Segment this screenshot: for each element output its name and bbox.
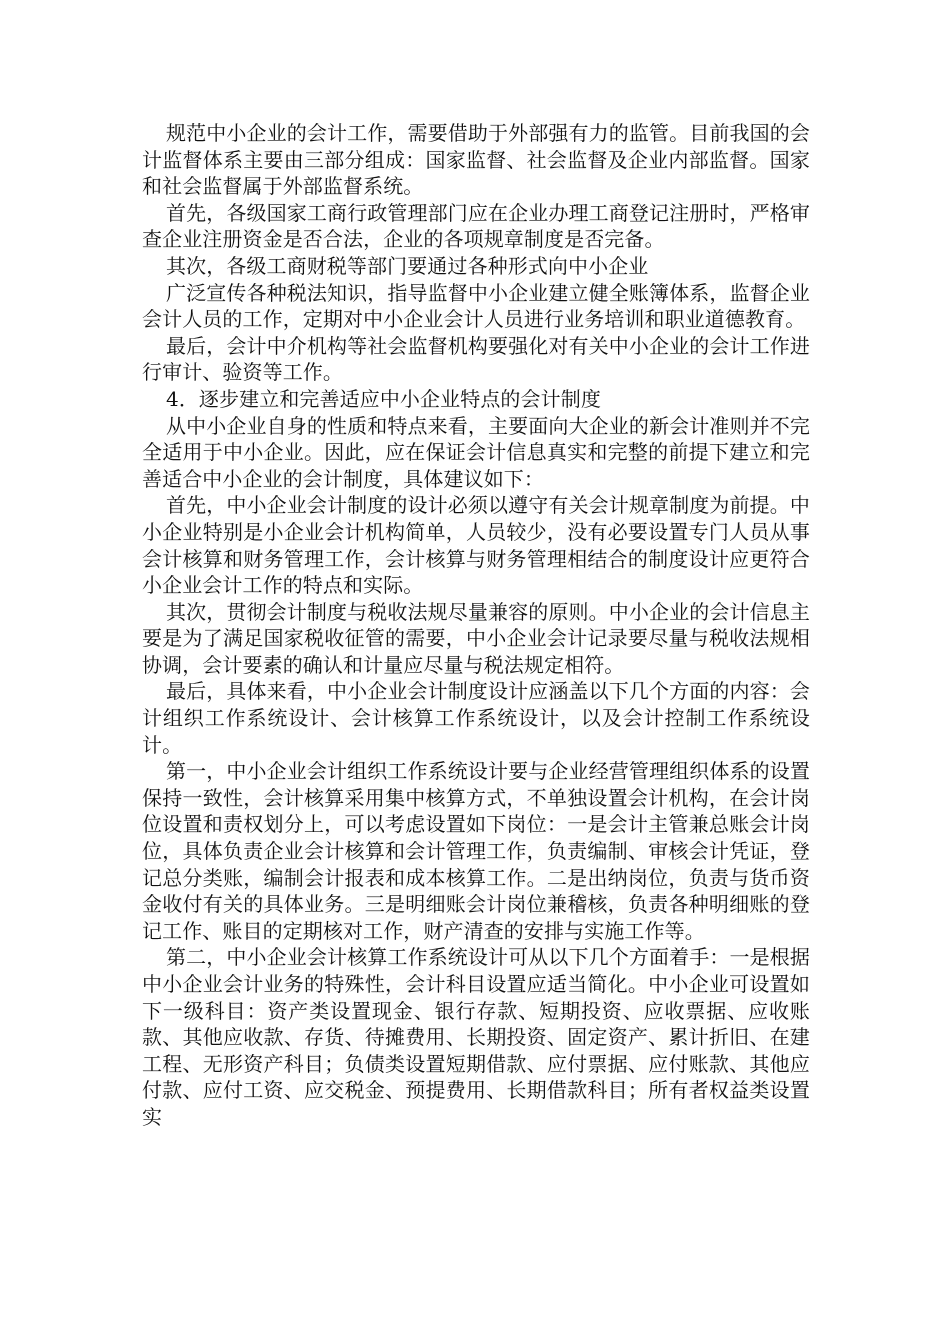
paragraph-5: 最后，会计中介机构等社会监督机构要强化对有关中小企业的会计工作进行审计、验资等工作。 [142, 333, 810, 385]
paragraph-12: 第二，中小企业会计核算工作系统设计可从以下几个方面着手：一是根据中小企业会计业务的特殊性，会计科目设置应适当简化。中小企业可设置如下一级科目：资产类设置现金、银行存款、短期投资、应收票据、应收账款、其他应收款、存货、待摊费用、长期投资、固定资产、累计折旧、在建工程、无形资产科目；负债类设置短期借款、应付票据、应付账款、其他应付款、应付工资、应交税金、预提费用、长期借款科目；所有者权益类设置实 [142, 945, 810, 1129]
paragraph-10: 最后，具体来看，中小企业会计制度设计应涵盖以下几个方面的内容：会计组织工作系统设计、会计核算工作系统设计，以及会计控制工作系统设计。 [142, 679, 810, 757]
paragraph-7: 从中小企业自身的性质和特点来看，主要面向大企业的新会计准则并不完全适用于中小企业。因此，应在保证会计信息真实和完整的前提下建立和完善适合中小企业的会计制度，具体建议如下： [142, 413, 810, 491]
section-heading-4: 4．逐步建立和完善适应中小企业特点的会计制度 [166, 386, 601, 411]
document-body [142, 120, 810, 1131]
paragraph-2: 首先，各级国家工商行政管理部门应在企业办理工商登记注册时，严格审查企业注册资金是否合法，企业的各项规章制度是否完备。 [142, 200, 810, 252]
paragraph-11: 第一，中小企业会计组织工作系统设计要与企业经营管理组织体系的设置保持一致性，会计核算采用集中核算方式，不单独设置会计机构，在会计岗位设置和责权划分上，可以考虑设置如下岗位：一是会计主管兼总账会计岗位，具体负责企业会计核算和会计管理工作，负责编制、审核会计凭证，登记总分类账，编制会计报表和成本核算工作。二是出纳岗位，负责与货币资金收付有关的具体业务。三是明细账会计岗位兼稽核，负责各种明细账的登记工作、账目的定期核对工作，财产清查的安排与实施工作等。 [142, 759, 810, 943]
paragraph-9: 其次，贯彻会计制度与税收法规尽量兼容的原则。中小企业的会计信息主要是为了满足国家税收征管的需要，中小企业会计记录要尽量与税收法规相协调，会计要素的确认和计量应尽量与税法规定相符。 [142, 599, 810, 677]
paragraph-4: 广泛宣传各种税法知识，指导监督中小企业建立健全账簿体系，监督企业会计人员的工作，定期对中小企业会计人员进行业务培训和职业道德教育。 [142, 280, 810, 332]
paragraph-1: 规范中小企业的会计工作，需要借助于外部强有力的监管。目前我国的会计监督体系主要由三部分组成：国家监督、社会监督及企业内部监督。国家和社会监督属于外部监督系统。 [142, 121, 810, 199]
paragraph-3: 其次，各级工商财税等部门要通过各种形式向中小企业 [166, 253, 649, 278]
paragraph-8: 首先，中小企业会计制度的设计必须以遵守有关会计规章制度为前提。中小企业特别是小企业会计机构简单，人员较少，没有必要设置专门人员从事会计核算和财务管理工作，会计核算与财务管理相结合的制度设计应更符合小企业会计工作的特点和实际。 [142, 493, 810, 598]
